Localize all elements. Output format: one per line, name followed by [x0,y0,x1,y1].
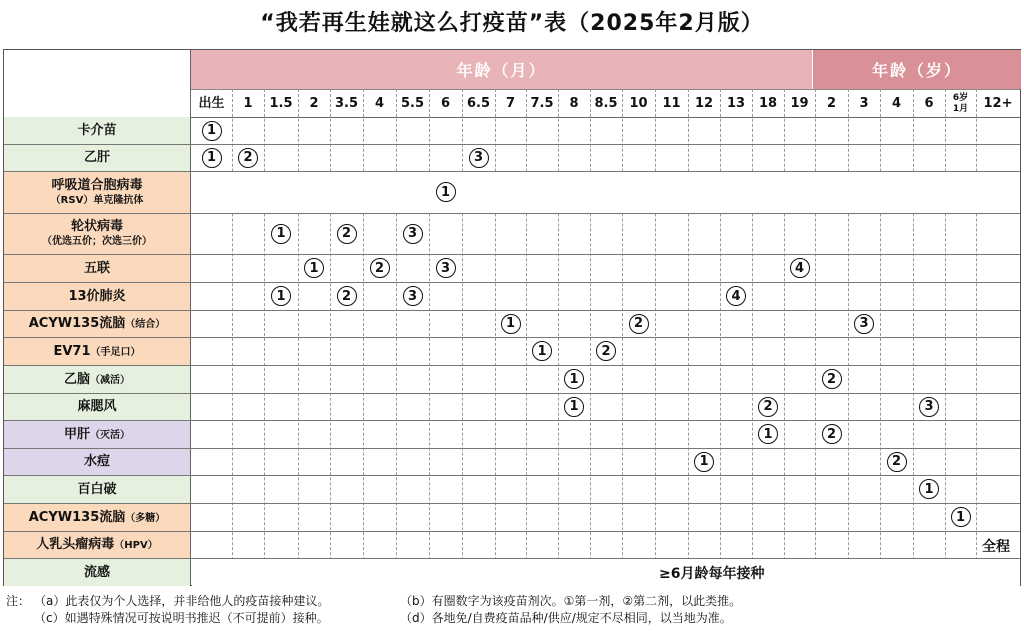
dose-marker: 2 [629,314,649,334]
vaccine-name: 五联 [83,260,110,276]
column-header: 6 [924,96,934,111]
vaccine-name: EV71 [53,343,91,359]
dose-marker: 3 [403,224,423,244]
vaccine-subtitle: （结合） [125,319,166,330]
column-header: 4 [374,96,385,111]
vaccine-row-label [4,213,190,254]
vaccine-row-label [4,420,190,448]
vaccine-name: 百白破 [77,481,117,497]
dose-marker: 1 [501,314,521,334]
column-header: 8 [569,96,579,111]
vaccine-name: 乙脑 [63,371,90,387]
vaccine-name: 呼吸道合胞病毒 [51,177,143,193]
column-header: 8.5 [594,96,618,111]
dose-marker: 1 [271,224,291,244]
vaccine-name: 流感 [83,564,110,580]
vaccine-label-line [29,509,166,526]
row-divider [4,420,1020,421]
vaccine-row-label [4,475,190,503]
column-header: 11 [662,96,681,111]
dose-marker: 3 [469,148,489,168]
dose-marker: 2 [822,424,842,444]
row-divider [4,254,1020,255]
vaccine-row-label [4,310,190,337]
column-header: 10 [629,96,648,111]
dose-marker: 3 [436,258,456,278]
column-header: 7 [505,96,516,111]
column-header: 4 [891,96,902,111]
vaccine-name: ACYW135流脑 [28,509,126,525]
dose-marker: 1 [564,397,584,417]
column-header: 18 [758,96,778,111]
dose-marker: 1 [202,121,222,141]
row-divider [4,503,1020,504]
dose-marker: 2 [337,286,357,306]
vaccine-label-line [64,371,130,388]
vaccine-name: 乙肝 [83,150,110,165]
column-header: 7.5 [530,96,554,111]
vaccine-row-label [4,365,190,393]
dose-marker: 2 [596,341,616,361]
vaccine-name: ACYW135流脑 [28,316,126,331]
row-divider [4,558,1020,559]
row-divider [4,365,1020,366]
vaccine-subtitle: （优选五价；次选三价） [42,236,152,247]
flu-schedule-text: ≥6月龄每年接种 [655,563,768,583]
dose-marker: 1 [271,286,291,306]
vaccine-subtitle: （手足口） [90,346,141,358]
note-a: （a）此表仅为个人选择，并非给他人的疫苗接种建议。 [34,594,330,608]
vaccine-name: 甲肝 [63,426,90,442]
vaccine-name: 轮状病毒 [70,219,123,234]
dose-marker: 1 [919,479,939,499]
dose-marker: 2 [887,452,907,472]
dose-marker: 1 [758,424,778,444]
row-divider [4,144,1020,145]
column-header: 2 [826,96,837,111]
row-divider [4,448,1020,449]
column-header: 6 [440,96,451,111]
vaccine-row-label [4,393,190,420]
dose-marker: 2 [370,258,390,278]
vaccine-name: 麻腮风 [77,399,117,414]
vaccine-name: 人乳头瘤病毒 [36,537,115,552]
row-divider [4,310,1020,311]
column-header: 3.5 [334,96,359,111]
dose-marker: 2 [337,224,357,244]
vaccine-row-label [4,144,190,171]
column-header: 12 [694,96,714,111]
dose-marker: 3 [854,314,874,334]
hpv-full-course: 全程 [982,536,1010,556]
note-c: （c）如遇特殊情况可按说明书推迟（不可提前）接种。 [34,611,329,625]
column-header: 1 [243,96,253,111]
column-header: 2 [309,96,319,111]
dose-marker: 2 [758,397,778,417]
notes-prefix: 注： [6,594,31,608]
vaccine-subtitle: （多糖） [125,512,166,524]
header-corner [4,50,191,117]
dose-marker: 1 [951,507,971,527]
dose-marker: 1 [436,182,456,202]
vaccine-name: 水痘 [83,454,110,469]
dose-marker: 1 [694,452,714,472]
column-header-part: 6岁 [952,92,969,103]
vaccine-name: 13价肺炎 [68,288,126,304]
row-divider [4,213,1020,214]
column-header: 1.5 [269,96,293,111]
dose-marker: 3 [919,397,939,417]
column-header: 5.5 [400,96,425,111]
vaccine-row-label [4,531,190,558]
vaccine-name: 卡介苗 [77,123,117,138]
vaccine-label-line [53,343,140,360]
dose-marker: 4 [726,286,746,306]
note-b: （b）有圈数字为该疫苗剂次。①第一剂，②第二剂，以此类推。 [400,594,742,608]
vaccine-row-label [4,558,190,586]
column-header: 12+ [983,96,1013,111]
year-age-band: 年龄（岁） [813,50,1021,89]
column-header: 出生 [198,96,225,111]
vaccine-row-label [4,254,190,282]
vaccine-row-label [4,337,190,365]
row-divider [4,531,1020,532]
vaccine-subtitle: （RSV）单克隆抗体 [50,194,144,206]
column-header: 19 [790,96,809,111]
row-divider [4,282,1020,283]
vaccine-row-label [4,448,190,475]
vaccine-label-line [29,315,166,332]
column-header: 13 [726,96,746,111]
vaccine-label-line [36,536,157,553]
vaccine-subtitle: （减活） [90,374,130,386]
column-header: 3 [859,96,869,111]
dose-marker: 1 [532,341,552,361]
row-divider [4,337,1020,338]
flu-merged-cell [192,559,1020,586]
dose-marker: 4 [790,258,810,278]
dose-marker: 2 [238,148,258,168]
vaccine-row-label [4,282,190,310]
vaccine-schedule-table [3,49,1021,586]
label-column-divider [190,50,191,585]
dose-marker: 1 [304,258,324,278]
dose-marker: 2 [822,369,842,389]
dose-marker: 1 [564,369,584,389]
column-header: 6.5 [466,96,491,111]
month-age-band: 年龄（月） [191,50,812,89]
vaccine-row-label [4,117,190,144]
column-header-part: 1月 [952,103,969,114]
dose-marker: 3 [403,286,423,306]
dose-marker: 1 [202,148,222,168]
row-divider [4,475,1020,476]
vaccine-row-label [4,171,190,213]
vaccine-subtitle: （灭活） [90,429,130,441]
vaccine-subtitle: （HPV） [114,540,158,551]
vaccine-label-line [64,426,130,443]
column-header [945,90,976,117]
rsv-merged-cell [192,172,1020,213]
page-title: “我若再生娃就这么打疫苗”表（2025年2月版） [260,11,764,36]
note-d: （d）各地免/自费疫苗品种/供应/规定不尽相同，以当地为准。 [400,611,732,625]
vaccine-row-label [4,503,190,531]
row-divider [4,393,1020,394]
row-divider [4,171,1020,172]
